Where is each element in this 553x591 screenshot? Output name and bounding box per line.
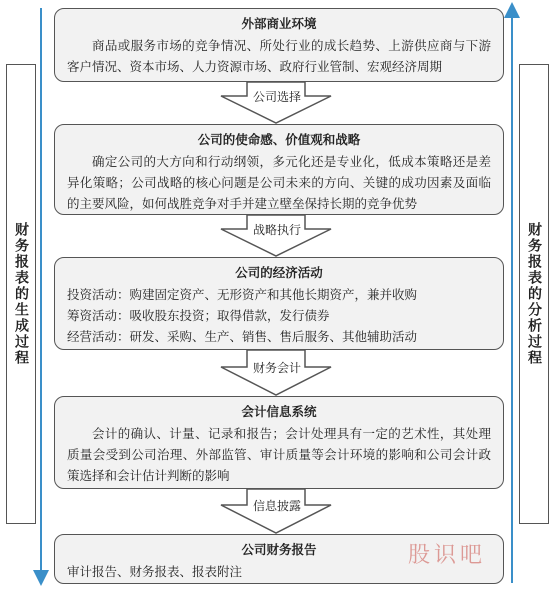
financing-activities-line: 筹资活动：吸收股东投资；取得借款，发行债券 [67, 308, 330, 323]
operating-activities-line: 经营活动：研发、采购、生产、销售、售后服务、其他辅助活动 [67, 329, 418, 344]
box-text: 确定公司的大方向和行动纲领，多元化还是专业化，低成本策略还是差异化策略；公司战略的核心问题是公司未来的方向、关键的成功因素及面临的主要风险，如何战胜竞争对手并建立壁垒保持长期的竞争优势 [67, 154, 491, 211]
box-text: 审计报告、财务报表、报表附注 [67, 564, 243, 579]
box-text: 商品或服务市场的竞争情况、所处行业的成长趋势、上游供应商与下游客户情况、资本市场、人力资源市场、政府行业管制、宏观经济周期 [67, 38, 491, 74]
box-title: 外部商业环境 [241, 16, 317, 31]
external-business-environment-box [54, 8, 504, 82]
box-title: 公司财务报告 [241, 542, 317, 557]
accounting-information-system-box [54, 396, 504, 489]
analysis-process-label: 财务报表的分析过程 [519, 64, 549, 524]
box-title: 公司的使命感、价值观和战略 [197, 132, 361, 147]
generation-process-label: 财务报表的生成过程 [6, 64, 36, 524]
box-title: 会计信息系统 [241, 404, 317, 419]
economic-activities-box [54, 257, 504, 350]
mission-values-strategy-box [54, 124, 504, 215]
arrow-label-strategy-execution: 战略执行 [252, 223, 301, 237]
arrow-label-financial-accounting: 财务会计 [252, 361, 301, 375]
arrow-label-information-disclosure: 信息披露 [252, 499, 301, 513]
arrow-label-company-choice: 公司选择 [252, 90, 301, 104]
watermark-logo: 股识吧 [408, 543, 487, 568]
box-title: 公司的经济活动 [235, 265, 323, 280]
investing-activities-line: 投资活动：购建固定资产、无形资产和其他长期资产，兼并收购 [67, 287, 418, 302]
box-text: 会计的确认、计量、记录和报告；会计处理具有一定的艺术性，其处理质量会受到公司治理、外部监管、审计质量等会计环境的影响和公司会计政策选择和会计估计判断的影响 [67, 426, 491, 483]
